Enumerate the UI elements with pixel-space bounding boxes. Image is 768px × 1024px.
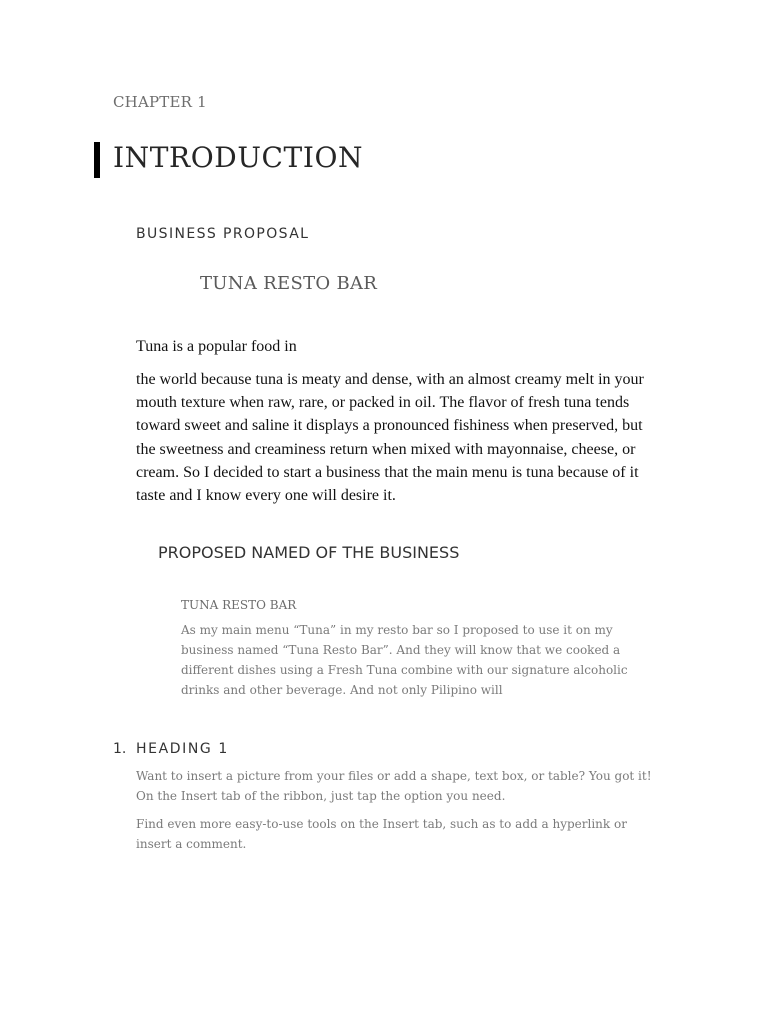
proposed-paragraph: As my main menu “Tuna” in my resto bar so I proposed to use it on my business named “Tuna Resto Bar”. And they will know that we cooked a different dishes using a Fresh Tuna combine with our signature alcoholic drinks and other beverage. And not only Pilipino will	[181, 623, 628, 697]
placeholder-paragraph: Want to insert a picture from your files or add a shape, text box, or table? You got it! On the Insert tab of the ribbon, just tap the option you need.	[136, 769, 652, 803]
page-title: INTRODUCTION	[113, 141, 364, 174]
title-accent-bar	[94, 142, 100, 178]
proposed-business-name: TUNA RESTO BAR	[181, 598, 297, 612]
heading-1-label: HEADING 1	[136, 741, 229, 757]
business-title: TUNA RESTO BAR	[200, 273, 378, 294]
heading-number: 1.	[113, 741, 127, 757]
placeholder-paragraph: Find even more easy-to-use tools on the Insert tab, such as to add a hyperlink or insert a comment.	[136, 817, 627, 851]
section-heading: BUSINESS PROPOSAL	[136, 226, 310, 242]
chapter-label: CHAPTER 1	[113, 93, 207, 111]
lead-line: Tuna is a popular food in	[136, 338, 297, 355]
body-paragraph: the world because tuna is meaty and dense, with an almost creamy melt in your mouth texture when raw, rare, or packed in oil. The flavor of fresh tuna tends toward sweet and saline it displays a pronounced fishiness when preserved, but the sweetness and creaminess return when mixed with mayonnaise, cheese, or cream. So I decided to start a business that the main menu is tuna because of it taste and I know every one will desire it.	[136, 371, 644, 505]
proposed-name-heading: PROPOSED NAMED OF THE BUSINESS	[158, 543, 460, 562]
